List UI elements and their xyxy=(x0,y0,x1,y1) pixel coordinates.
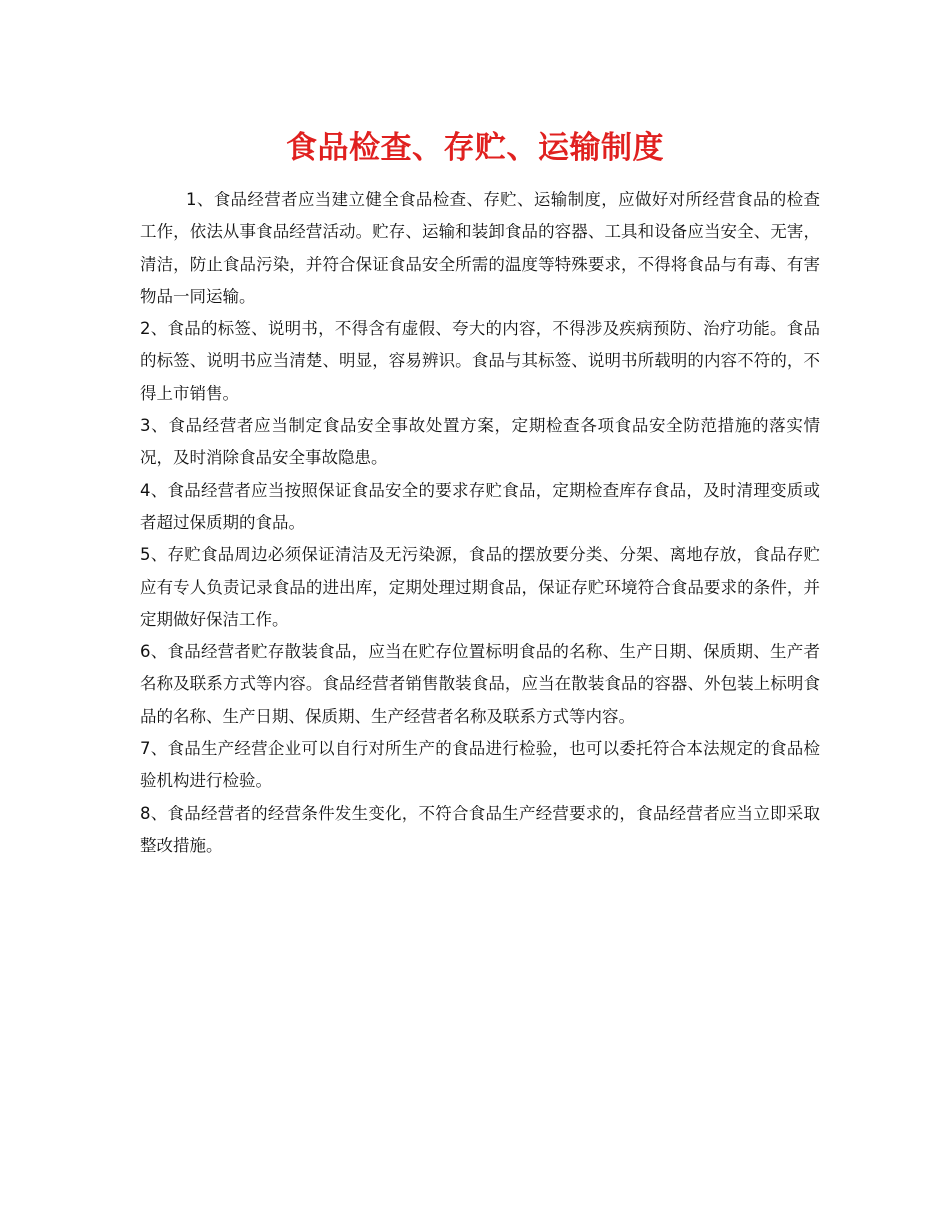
paragraph-5: 5、存贮食品周边必须保证清洁及无污染源，食品的摆放要分类、分架、离地存放，食品存贮应有专人负责记录食品的进出库，定期处理过期食品，保证存贮环境符合食品要求的条件，并定期做好保洁工作。 xyxy=(140,545,820,629)
paragraph-3: 3、食品经营者应当制定食品安全事故处置方案，定期检查各项食品安全防范措施的落实情况，及时消除食品安全事故隐患。 xyxy=(140,416,820,468)
paragraph-6: 6、食品经营者贮存散装食品，应当在贮存位置标明食品的名称、生产日期、保质期、生产者名称及联系方式等内容。食品经营者销售散装食品，应当在散装食品的容器、外包装上标明食品的名称、生产日期、保质期、生产经营者名称及联系方式等内容。 xyxy=(140,642,820,726)
paragraph-2: 2、食品的标签、说明书，不得含有虚假、夸大的内容，不得涉及疾病预防、治疗功能。食品的标签、说明书应当清楚、明显，容易辨识。食品与其标签、说明书所载明的内容不符的，不得上市销售。 xyxy=(140,319,820,403)
paragraph-4: 4、食品经营者应当按照保证食品安全的要求存贮食品，定期检查库存食品，及时清理变质或者超过保质期的食品。 xyxy=(140,480,820,532)
paragraph-7: 7、食品生产经营企业可以自行对所生产的食品进行检验，也可以委托符合本法规定的食品检验机构进行检验。 xyxy=(140,739,820,791)
document-title: 食品检查、存贮、运输制度 xyxy=(286,130,664,166)
paragraph-8: 8、食品经营者的经营条件发生变化，不符合食品生产经营要求的，食品经营者应当立即采取整改措施。 xyxy=(140,803,820,855)
paragraph-1: 1、食品经营者应当建立健全食品检查、存贮、运输制度，应做好对所经营食品的检查工作，依法从事食品经营活动。贮存、运输和装卸食品的容器、工具和设备应当安全、无害，清洁，防止食品污染，并符合保证食品安全所需的温度等特殊要求，不得将食品与有毒、有害物品一同运输。 xyxy=(140,190,820,306)
document-body xyxy=(140,184,820,862)
